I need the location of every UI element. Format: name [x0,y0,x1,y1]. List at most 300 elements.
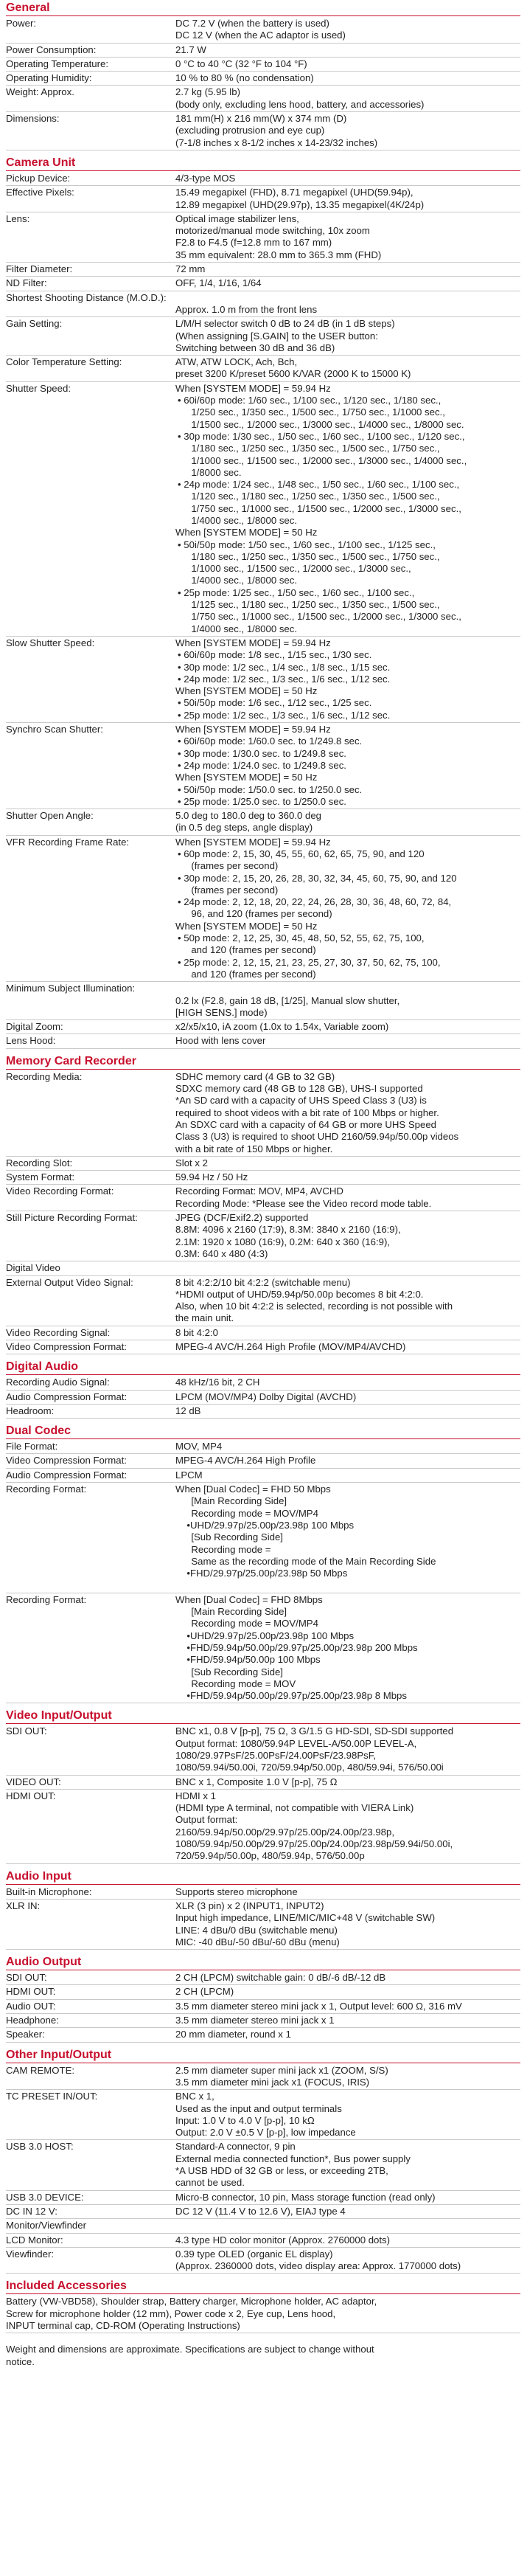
spec-value-line: motorized/manual mode switching, 10x zoom [175,225,370,237]
spec-value [175,1405,520,1417]
spec-value-line: Class 3 (U3) is required to shoot UHD 2160/59.94p/50.00p videos [175,1131,459,1143]
spec-value-line: 59.94 Hz / 50 Hz [175,1171,248,1183]
spec-value [175,113,520,149]
spec-value-line: (in 0.5 deg steps, angle display) [175,822,313,834]
spec-value-line: • 30p mode: 1/2 sec., 1/4 sec., 1/8 sec., 1/15 sec. [178,661,391,673]
spec-value-line: • 25p mode: 2, 12, 15, 21, 23, 25, 27, 30, 37, 50, 62, 75, 100, [178,956,441,968]
spec-row [6,17,520,44]
spec-value-line: SDHC memory card (4 GB to 32 GB) [175,1070,335,1082]
spec-label: LCD Monitor: [6,2234,63,2246]
spec-row [6,2295,520,2333]
spec-value-line: Screw for microphone holder (12 mm), Power code x 2, Eye cup, Lens hood, [6,2307,336,2319]
spec-row [6,277,520,291]
spec-value-line: 2.5 mm diameter super mini jack x1 (ZOOM, S/S) [175,2064,388,2076]
spec-value [175,1021,520,1033]
spec-row [6,112,520,150]
spec-row [6,1034,520,1048]
spec-value-line: Recording Mode: *Please see the Video record mode table. [175,1197,432,1209]
spec-value [175,2234,520,2246]
spec-label: External Output Video Signal: [6,1276,133,1288]
spec-row [6,1483,520,1593]
spec-row [6,72,520,86]
spec-row [6,982,520,1020]
spec-label: CAM REMOTE: [6,2064,75,2076]
spec-value-line: 1/250 sec., 1/350 sec., 1/500 sec., 1/750 sec., 1/1000 sec., [186,406,445,418]
spec-value-line: 2 CH (LPCM) switchable gain: 0 dB/-6 dB/-12 dB [175,1972,386,1984]
spec-row [6,2028,520,2042]
spec-label: Viewfinder: [6,2248,54,2260]
spec-value [175,2001,520,2012]
spec-value-line: Input high impedance, LINE/MIC/MIC+48 V (switchable SW) [175,1912,436,1924]
spec-row [6,723,520,809]
spec-value-line: 1/1000 sec., 1/1500 sec., 1/2000 sec., 1/3000 sec., [186,563,411,575]
spec-value [175,1035,520,1047]
spec-value-line: Recording mode = MOV/MP4 [186,1507,318,1519]
spec-label: Digital Video [6,1262,60,1274]
spec-value [175,18,520,42]
spec-value-line: Output format: 1080/59.94P LEVEL-A/50.00P LEVEL-A, [175,1737,417,1749]
spec-row [6,1211,520,1261]
spec-value-line: 12.89 megapixel (UHD(29.97p), 13.35 megapixel(4K/24p) [175,198,425,210]
spec-value-line: 96, and 120 (frames per second) [186,908,332,920]
spec-value [175,637,520,721]
spec-value [175,2206,520,2217]
spec-value-line: •FHD/59.94p/50.00p/29.97p/25.00p/23.98p 200 Mbps [181,1641,418,1653]
spec-value-line: (body only, excluding lens hood, battery, and accessories) [175,98,425,110]
spec-value-line: •FHD/59.94p/50.00p 100 Mbps [181,1654,321,1666]
spec-value-line: 8.8M: 4096 x 2160 (17:9), 8.3M: 3840 x 2160 (16:9), [175,1224,401,1236]
spec-row [6,58,520,72]
spec-value-line: Recording mode = [186,1543,271,1555]
spec-value-line: XLR (3 pin) x 2 (INPUT1, INPUT2) [175,1900,324,1911]
spec-value-line: • 25p mode: 1/25.0 sec. to 1/250.0 sec. [178,795,346,807]
spec-value-line: 1/4000 sec., 1/8000 sec. [186,514,298,526]
spec-row [6,836,520,983]
spec-label: Audio Compression Format: [6,1391,128,1402]
spec-value-line: • 30p mode: 1/30.0 sec. to 1/249.8 sec. [178,747,346,759]
spec-row [6,1593,520,1704]
spec-label: Recording Format: [6,1593,87,1605]
spec-value [175,1277,520,1325]
spec-label: Audio Compression Format: [6,1469,128,1481]
spec-value-line: MPEG-4 AVC/H.264 High Profile (MOV/MP4/AVCHD) [175,1340,406,1352]
footnote-line: notice. [6,2355,35,2367]
spec-value-line: Switching between 30 dB and 36 dB) [175,342,335,353]
spec-label: Monitor/Viewfinder [6,2220,86,2232]
spec-row [6,809,520,836]
section-title: Dual Codec [6,1423,520,1439]
spec-value-line: HDMI x 1 [175,1790,216,1801]
spec-label: Digital Zoom: [6,1021,63,1033]
section-title: Audio Input [6,1869,520,1885]
footnote-line: Weight and dimensions are approximate. Specifications are subject to change without [6,2344,374,2355]
spec-value-line: When [SYSTEM MODE] = 59.94 Hz [175,382,331,394]
spec-value-line: preset 3200 K/preset 5600 K/VAR (2000 K to 15000 K) [175,368,411,380]
spec-label: Filter Diameter: [6,263,73,275]
spec-value-line: Recording Format: MOV, MP4, AVCHD [175,1185,343,1197]
spec-value [175,2192,520,2203]
spec-value-line: [Sub Recording Side] [186,1666,283,1677]
spec-value [175,1725,520,1773]
spec-value [6,304,520,316]
section-camera-unit [6,155,520,1049]
spec-label: Effective Pixels: [6,187,74,198]
spec-value-line: required to shoot videos with a bit rate of 100 Mbps or higher. [175,1107,439,1118]
spec-label: Recording Format: [6,1483,87,1495]
section-general [6,0,520,150]
spec-row [6,637,520,723]
spec-label: VFR Recording Frame Rate: [6,836,130,848]
spec-value-line: BNC x 1, [175,2091,214,2102]
spec-value-line: 35 mm equivalent: 28.0 mm to 365.3 mm (FHD) [175,249,382,260]
spec-value-line: *HDMI output of UHD/59.94p/50.00p becomes 8 bit 4:2:0. [175,1288,424,1300]
spec-row [6,2248,520,2274]
spec-value [175,1185,520,1210]
footnote [6,2344,520,2368]
spec-value-line: 15.49 megapixel (FHD), 8.71 megapixel (UHD(59.94p), [175,187,413,198]
spec-row [6,2234,520,2248]
spec-row [6,1725,520,1775]
spec-value-line: 0.39 type OLED (organic EL display) [175,2248,333,2260]
spec-value-line: 1/1000 sec., 1/1500 sec., 1/2000 sec., 1/3000 sec., 1/4000 sec., [186,454,467,466]
spec-value-line: Output: 2.0 V ±0.5 V [p-p], low impedance [175,2127,356,2139]
spec-value-line: (Approx. 2360000 dots, video display area: Approx. 1770000 dots) [175,2260,461,2272]
spec-value-line: • 60i/60p mode: 1/60.0 sec. to 1/249.8 sec. [178,735,363,747]
spec-value [175,187,520,211]
spec-value [175,2141,520,2189]
spec-value [175,173,520,184]
spec-value-line: •FHD/29.97p/25.00p/23.98p 50 Mbps [181,1568,348,1579]
spec-value-line: • 50p mode: 2, 12, 25, 30, 45, 48, 50, 52, 55, 62, 75, 100, [178,932,425,944]
spec-label: USB 3.0 DEVICE: [6,2191,84,2203]
spec-value-line: 2160/59.94p/50.00p/29.97p/25.00p/24.00p/23.98p, [175,1826,394,1838]
spec-row [6,356,520,382]
spec-value [175,2029,520,2040]
spec-label: Power: [6,18,37,29]
spec-value-line: 21.7 W [175,44,206,55]
spec-value-line: • 24p mode: 1/24.0 sec. to 1/249.8 sec. [178,759,346,771]
spec-value-line: JPEG (DCF/Exif2.2) supported [175,1212,309,1224]
spec-label: Recording Media: [6,1070,83,1082]
spec-label: File Format: [6,1441,58,1453]
spec-value-line: MOV, MP4 [175,1441,223,1453]
spec-row [6,186,520,212]
spec-value-line: When [SYSTEM MODE] = 50 Hz [175,685,318,697]
spec-row [6,1326,520,1340]
spec-value-line: Optical image stabilizer lens, [175,212,299,224]
spec-value-line: When [SYSTEM MODE] = 59.94 Hz [175,836,331,848]
spec-value-line: LPCM [175,1469,203,1481]
spec-label: Video Recording Format: [6,1185,114,1197]
spec-row [6,1454,520,1468]
spec-row [6,317,520,356]
spec-value-line: • 24p mode: 1/2 sec., 1/3 sec., 1/6 sec., 1/12 sec. [178,673,391,685]
spec-label: VIDEO OUT: [6,1776,61,1787]
spec-label: SDI OUT: [6,1972,47,1984]
spec-value-line [175,2220,520,2232]
spec-row [6,1261,520,1275]
spec-label: Gain Setting: [6,318,63,330]
spec-label: Operating Temperature: [6,58,109,69]
spec-value-line: Micro-B connector, 10 pin, Mass storage function (read only) [175,2191,436,2203]
spec-value-line: DC 12 V (11.4 V to 12.6 V), EIAJ type 4 [175,2205,346,2217]
section-title: Video Input/Output [6,1708,520,1724]
spec-value [175,318,520,354]
spec-value-line: 1/180 sec., 1/250 sec., 1/350 sec., 1/500 sec., 1/750 sec., [186,550,440,562]
spec-row [6,1020,520,1034]
spec-value-line: 1/4000 sec., 1/8000 sec. [186,575,298,586]
spec-value [175,1455,520,1467]
spec-row [6,1776,520,1790]
spec-label: Audio OUT: [6,2000,56,2012]
spec-value-line: 1/4000 sec., 1/8000 sec. [186,623,298,634]
section-memory-card-recorder [6,1053,520,1355]
spec-value-line: 4/3-type MOS [175,172,236,184]
spec-label: Synchro Scan Shutter: [6,724,103,735]
spec-label: Color Temperature Setting: [6,356,122,368]
spec-label: DC IN 12 V: [6,2205,57,2217]
spec-value-line [175,1262,520,1274]
spec-value-line [175,1579,520,1591]
spec-value [175,58,520,70]
spec-value [175,1986,520,1998]
spec-label: Video Compression Format: [6,1455,127,1467]
spec-value [175,2091,520,2139]
spec-value-line: 0.2 lx (F2.8, gain 18 dB, [1/25], Manual slow shutter, [175,994,400,1006]
spec-row [6,2064,520,2091]
section-title: Memory Card Recorder [6,1053,520,1070]
spec-value-line: Recording mode = MOV [186,1677,296,1689]
spec-value-line: SDXC memory card (48 GB to 128 GB), UHS-I supported [175,1083,423,1095]
spec-label: USB 3.0 HOST: [6,2141,74,2153]
spec-value [175,1900,520,1948]
section-title: Audio Output [6,1954,520,1970]
spec-row [6,382,520,637]
spec-value-line: the main unit. [175,1312,234,1324]
spec-value-line: 2.1M: 1920 x 1080 (16:9), 0.2M: 640 x 360 (16:9), [175,1236,391,1247]
spec-value-line: Hood with lens cover [175,1035,266,1047]
spec-value-line: L/M/H selector switch 0 dB to 24 dB (in 1 dB steps) [175,318,395,330]
spec-value [175,1483,520,1592]
spec-label: Operating Humidity: [6,72,92,84]
spec-label: Power Consumption: [6,44,97,55]
spec-value-line: When [SYSTEM MODE] = 50 Hz [175,527,318,539]
spec-value-line: 1/750 sec., 1/1000 sec., 1/1500 sec., 1/2000 sec., 1/3000 sec., [186,502,461,514]
spec-value [175,44,520,56]
spec-label: Speaker: [6,2029,45,2040]
spec-value [175,1972,520,1984]
spec-value-line: 1/8000 sec. [186,466,242,478]
spec-value-line: [HIGH SENS.] mode) [175,1006,268,1018]
spec-value-line: 720/59.94p/50.00p, 480/59.94p, 576/50.00p [175,1850,365,1862]
spec-row [6,263,520,277]
spec-value-line: When [SYSTEM MODE] = 50 Hz [175,772,318,783]
spec-label: Video Compression Format: [6,1340,127,1352]
spec-label: Weight: Approx. [6,86,74,98]
spec-row [6,2191,520,2205]
spec-value-line: MIC: -40 dBu/-50 dBu/-60 dBu (menu) [175,1936,340,1947]
spec-value-line: 8 bit 4:2:0 [175,1326,218,1338]
spec-value-line: • 60i/60p mode: 1/8 sec., 1/15 sec., 1/30 sec. [178,649,372,661]
spec-value-line: F2.8 to F4.5 (f=12.8 mm to 167 mm) [175,237,332,249]
spec-value-line: •UHD/29.97p/25.00p/23.98p 100 Mbps [181,1630,355,1641]
spec-row [6,86,520,112]
spec-value-line: (excluding protrusion and eye cup) [175,125,325,136]
spec-value [175,1441,520,1453]
spec-row [6,2140,520,2190]
spec-row [6,1171,520,1185]
spec-value-line: *An SD card with a capacity of UHS Speed Class 3 (U3) is [175,1095,427,1107]
spec-value-line: 72 mm [175,263,206,275]
spec-label: SDI OUT: [6,1725,47,1737]
spec-label: Pickup Device: [6,172,71,184]
spec-value-line: Standard-A connector, 9 pin [175,2141,296,2153]
spec-value-line: 0.3M: 640 x 480 (4:3) [175,1247,268,1259]
section-other-input-output [6,2047,520,2274]
spec-value-line: Input: 1.0 V to 4.0 V [p-p], 10 kΩ [175,2114,315,2126]
section-title: Included Accessories [6,2278,520,2294]
spec-label: Shutter Open Angle: [6,810,94,822]
spec-value-line: Used as the input and output terminals [175,2102,342,2114]
spec-value-line: •FHD/59.94p/50.00p/29.97p/25.00p/23.98p 8 Mbps [181,1690,407,1702]
spec-value [175,1594,520,1703]
spec-value [175,1157,520,1169]
spec-value-line: When [Dual Codec] = FHD 8Mbps [175,1593,323,1605]
spec-value-line: • 25p mode: 1/25 sec., 1/50 sec., 1/60 sec., 1/100 sec., [178,586,415,598]
spec-label: Lens: [6,212,30,224]
spec-value-line: [Sub Recording Side] [186,1531,283,1543]
section-audio-input [6,1869,520,1950]
spec-value-line: DC 12 V (when the AC adaptor is used) [175,30,346,41]
spec-value-line: (When assigning [S.GAIN] to the USER button: [175,330,378,342]
spec-value-line: 1080/59.94i/50.00i, 720/59.94p/50.00p, 480/59.94i, 576/50.00i [175,1762,444,1773]
section-title: Camera Unit [6,155,520,171]
spec-value-line: 4.3 type HD color monitor (Approx. 2760000 dots) [175,2234,391,2246]
spec-row [6,1790,520,1864]
spec-value [175,1171,520,1183]
spec-row [6,212,520,263]
spec-value-line: and 120 (frames per second) [186,944,316,956]
section-video-input-output [6,1708,520,1863]
spec-value [175,2220,520,2232]
spec-label: Headroom: [6,1405,55,1416]
spec-value-line: (frames per second) [186,884,279,896]
spec-value-line: When [Dual Codec] = FHD 50 Mbps [175,1483,331,1495]
spec-row [6,1405,520,1419]
spec-value-line: with a bit rate of 150 Mbps or higher. [175,1143,333,1154]
spec-value-line: 3.5 mm diameter mini jack x1 (FOCUS, IRIS) [175,2076,370,2088]
spec-value-line: 8 bit 4:2:2/10 bit 4:2:2 (switchable menu) [175,1276,351,1288]
spec-value-line: 48 kHz/16 bit, 2 CH [175,1377,260,1388]
spec-row [6,1391,520,1405]
spec-value [175,383,520,635]
spec-row [6,1376,520,1390]
spec-value-line: An SDXC card with a capacity of 64 GB or more UHS Speed [175,1118,437,1130]
spec-label: ND Filter: [6,277,47,289]
spec-value [175,263,520,275]
spec-value [175,277,520,289]
spec-row [6,291,520,318]
spec-value [175,2065,520,2089]
spec-value [175,1327,520,1339]
spec-value-line: [Main Recording Side] [186,1495,287,1507]
spec-value-line: 12 dB [175,1405,201,1416]
spec-row [6,1157,520,1171]
spec-label: Recording Slot: [6,1157,73,1168]
spec-value-line: External media connected function*, Bus power supply [175,2153,411,2164]
spec-value-line: • 50i/50p mode: 1/50 sec., 1/60 sec., 1/100 sec., 1/125 sec., [178,539,436,550]
spec-value-line: Supports stereo microphone [175,1886,298,1897]
section-title: General [6,0,520,16]
spec-value-line: Battery (VW-VBD58), Shoulder strap, Battery charger, Microphone holder, AC adaptor, [6,2296,377,2307]
spec-row [6,2000,520,2014]
spec-row [6,1276,520,1326]
spec-value-line: Same as the recording mode of the Main Recording Side [186,1555,436,1567]
section-title: Other Input/Output [6,2047,520,2063]
spec-value-line: x2/x5/x10, iA zoom (1.0x to 1.54x, Variable zoom) [175,1021,389,1033]
spec-value [175,1071,520,1155]
spec-value-line: 1/120 sec., 1/180 sec., 1/250 sec., 1/350 sec., 1/500 sec., [186,491,440,502]
spec-label: HDMI OUT: [6,1986,56,1998]
spec-label: Lens Hood: [6,1035,56,1047]
spec-value [175,1886,520,1898]
spec-value [175,1391,520,1403]
spec-value [175,2248,520,2273]
spec-value-line: 2.7 kg (5.95 lb) [175,86,240,98]
spec-row [6,2205,520,2219]
spec-row [6,1070,520,1157]
spec-row [6,44,520,58]
spec-value-line: OFF, 1/4, 1/16, 1/64 [175,277,262,289]
spec-value-line: When [SYSTEM MODE] = 50 Hz [175,920,318,932]
spec-value-line: When [SYSTEM MODE] = 59.94 Hz [175,637,331,648]
spec-value-line: 181 mm(H) x 216 mm(W) x 374 mm (D) [175,113,347,125]
spec-value-line: DC 7.2 V (when the battery is used) [175,18,329,29]
spec-row [6,1340,520,1354]
spec-value-line: [Main Recording Side] [186,1606,287,1618]
spec-value-line: • 60i/60p mode: 1/60 sec., 1/100 sec., 1/120 sec., 1/180 sec., [178,395,442,406]
spec-value-line: 5.0 deg to 180.0 deg to 360.0 deg [175,810,321,822]
section-dual-codec [6,1423,520,1703]
spec-label: XLR IN: [6,1900,41,1911]
spec-row [6,172,520,186]
spec-value-line: LINE: 4 dBu/0 dBu (switchable menu) [175,1924,338,1936]
spec-value-line: • 25p mode: 1/2 sec., 1/3 sec., 1/6 sec., 1/12 sec. [178,709,391,721]
spec-label: Recording Audio Signal: [6,1377,110,1388]
spec-value [175,810,520,834]
spec-value-line: • 50i/50p mode: 1/6 sec., 1/12 sec., 1/25 sec. [178,697,372,709]
spec-value-line: When [SYSTEM MODE] = 59.94 Hz [175,724,331,735]
spec-value-line: • 24p mode: 2, 12, 18, 20, 22, 24, 26, 28, 30, 36, 48, 60, 72, 84, [178,896,452,908]
spec-sheet [6,0,520,2368]
spec-value [175,213,520,261]
spec-value-line: 1/180 sec., 1/250 sec., 1/350 sec., 1/500 sec., 1/750 sec., [186,443,440,454]
spec-value-line: 1/1500 sec., 1/2000 sec., 1/3000 sec., 1/4000 sec., 1/8000 sec. [186,418,464,430]
spec-value-line: 2 CH (LPCM) [175,1986,234,1998]
spec-value [175,1262,520,1274]
spec-value [175,1212,520,1260]
spec-value-line: LPCM (MOV/MP4) Dolby Digital (AVCHD) [175,1391,357,1402]
spec-value [175,86,520,111]
section-included-accessories [6,2278,520,2333]
spec-label: Dimensions: [6,113,60,125]
spec-value-line: Slot x 2 [175,1157,208,1168]
spec-row [6,2219,520,2233]
spec-value [175,1377,520,1388]
spec-value-line: and 120 (frames per second) [186,968,316,980]
spec-value-line: cannot be used. [175,2177,245,2189]
spec-value-line: Output format: [175,1814,238,1826]
